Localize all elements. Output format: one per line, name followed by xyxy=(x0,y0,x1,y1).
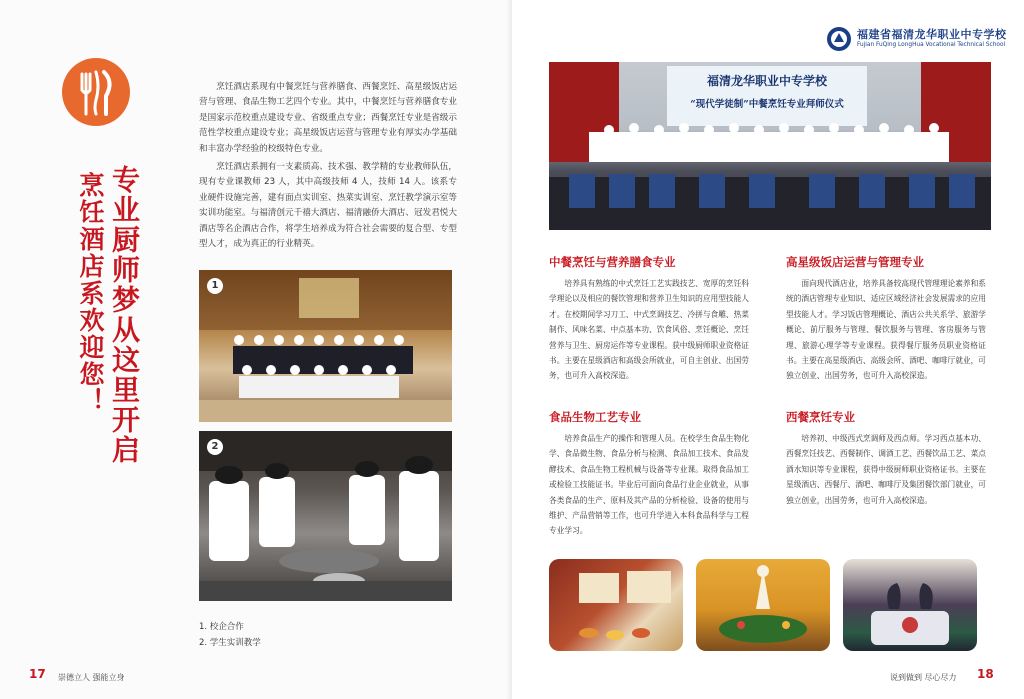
school-name-chinese: 福建省福清龙华职业中专学校 xyxy=(857,28,1007,41)
major-hotel-management-body: 面向现代酒店业，培养具备较高现代管理理论素养和系统的酒店管理专业知识、适应区域经济社会发展需求的应用型技能人才。学习饭店管理概论、酒店公共关系学、旅游学概论、前厅服务与管理、餐饮服务与管理、客房服务与管理、旅游心理学等专业课程。获得餐厅服务员职业资格证书。主要在高星级酒店、高级会所、酒吧、咖啡厅就业，可独立创业、出国劳务，也可升入高校深造。 xyxy=(786,279,986,381)
major-chinese-cuisine-body: 培养具有熟练的中式烹饪工艺实践技艺、宽厚的烹饪科学理论以及相应的餐饮管理和营养卫生知识的应用型技能人才。在校期间学习刀工、中式烹调技艺、冷拼与食雕、热菜制作、风味名菜、中点基本功、饮食风俗、烹饪概论、烹饪营养与卫生、厨房运作等专业课程。获中级厨师职业资格证书。主要在星级酒店和高级会所就业，可自主创业、出国劳务，也可升入高校深造。 xyxy=(549,279,749,381)
backdrop-ceremony-title: “现代学徒制”中餐烹饪专业拜师仪式 xyxy=(690,99,844,110)
chefs-group-illustration xyxy=(549,62,991,230)
apprenticeship-ceremony-photo xyxy=(549,62,991,230)
page-number-right: 18 xyxy=(977,667,994,681)
major-food-biotech-body: 培养食品生产的操作和管理人员。在校学生食品生物化学、食品微生物、食品分析与检测、食品加工技术、食品发酵技术、食品生物工程机械与设备等专业课。取得食品加工或检验工技能证书。毕业后可面向食品行业企业就业，从事各类食品的生产、原料及其产品的分析检验、设备的使用与维护、产品营销等工作，也可升学进入本科食品科学与工程专业学习。 xyxy=(549,434,749,536)
certificates-illustration xyxy=(549,559,683,651)
page-number-left: 17 xyxy=(29,667,46,681)
major-food-biotech-title: 食品生物工艺专业 xyxy=(549,410,641,424)
backdrop-school-name: 福清龙华职业中专学校 xyxy=(706,74,827,88)
food-carving-photo xyxy=(696,559,830,651)
intro-paragraph-1: 烹饪酒店系现有中餐烹饪与营养膳食、西餐烹饪、高星级饭店运营与管理、食品生物工艺四个专业。其中，中餐烹饪与营养膳食专业是国家示范校重点建设专业、省级重点专业；西餐烹饪专业是省级示范性学校重点建设专业；高星级饭店运营与管理专业有厚实办学基础和丰富办学经验的校级特色专业。 xyxy=(199,82,457,154)
department-logo-icon xyxy=(60,56,132,128)
kitchen-training-illustration xyxy=(199,431,452,601)
group-photo-illustration xyxy=(199,270,452,422)
school-name-english: Fujian FuQing LongHua Vocational Technical School xyxy=(857,42,1006,48)
photo-number-badge: 1 xyxy=(207,278,223,294)
footer-motto-left: 崇德立人 强能立身 xyxy=(58,673,125,682)
school-emblem-icon xyxy=(826,26,852,52)
certificates-photo xyxy=(549,559,683,651)
food-carving-illustration xyxy=(696,559,830,651)
footer-motto-right: 说到做到 尽心尽力 xyxy=(890,673,957,682)
department-welcome-title: 烹饪酒店系欢迎您！ xyxy=(76,172,105,415)
swan-cake-illustration xyxy=(843,559,977,651)
intro-paragraph-2: 烹饪酒店系拥有一支素质高、技术强、教学精的专业教师队伍，现有专业课教师 23 人，其中高级技师 4 人，技师 14 人。该系专业硬件设施完善，建有面点实训室、热菜实训室、烹饪教学演示室等实训功能室。与福清创元千禧大酒店、福清融侨大酒店、冠发君悦大酒店等名企酒店合作，将学生培养成为符合社会需要的复合型、专型型人才，成为真正的行业精英。 xyxy=(199,162,457,250)
photo-number-badge: 2 xyxy=(207,439,223,455)
swan-cake-photo xyxy=(843,559,977,651)
photo-caption-2: 2. 学生实训教学 xyxy=(199,638,261,648)
slogan-title: 专业厨师梦从这里开启 xyxy=(108,165,141,465)
student-training-photo xyxy=(199,431,452,601)
major-western-cuisine-body: 培养初、中级西式烹调师及西点师。学习西点基本功、西餐烹饪技艺、西餐制作、调酒工艺、西餐饮品工艺、菜点酒水知识等专业课程，获得中级厨师职业资格证书。主要在星级酒店、西餐厅、酒吧、咖啡厅及集团餐饮部门就业，可独立创业，出国劳务，也可升入高校深造。 xyxy=(786,434,986,505)
major-hotel-management-title: 高星级饭店运营与管理专业 xyxy=(786,255,924,269)
major-chinese-cuisine-title: 中餐烹饪与营养膳食专业 xyxy=(549,255,676,269)
photo-caption-1: 1. 校企合作 xyxy=(199,622,244,632)
school-enterprise-photo xyxy=(199,270,452,422)
major-western-cuisine-title: 西餐烹饪专业 xyxy=(786,410,855,424)
